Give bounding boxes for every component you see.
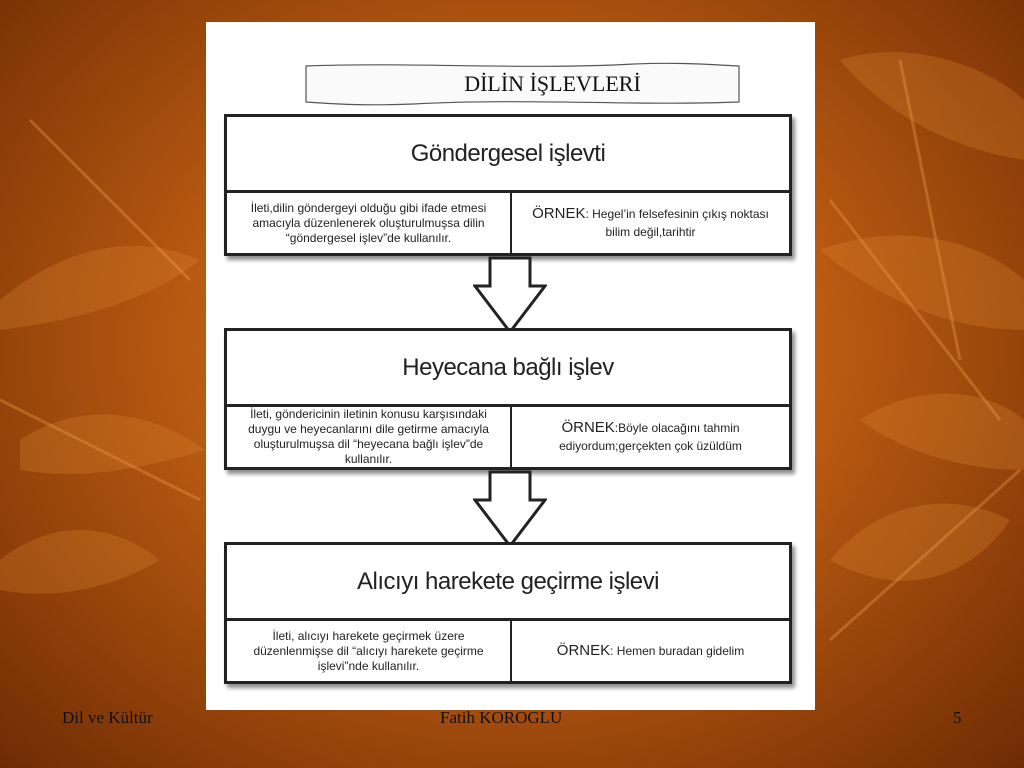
footer-page-number: 5 <box>953 708 962 727</box>
diagram-title: DİLİN İŞLEVLERİ <box>464 71 641 96</box>
title-banner <box>304 62 741 106</box>
section-description: İleti, göndericinin iletinin konusu karşısındaki duygu ve heyecanlarını dile getirme amacıyla oluşturulmuşsa dil “heyecana bağlı işlev”de kullanılır. <box>227 407 512 467</box>
section-description: İleti,dilin göndergeyi olduğu gibi ifade etmesi amacıyla düzenlenerek oluşturulmuşsa dilin “göndergesel işlev”de kullanılır. <box>227 193 512 253</box>
section-example <box>512 193 789 253</box>
section-example <box>512 621 789 681</box>
example-label: ÖRNEK <box>561 419 615 436</box>
example-label: ÖRNEK <box>556 642 611 659</box>
footer-author: Fatih KOROGLU <box>440 708 563 727</box>
section-heading: Alıcıyı harekete geçirme işlevi <box>224 542 792 618</box>
diagram-panel <box>206 22 815 710</box>
section-example <box>512 407 789 467</box>
footer-course: Dil ve Kültür <box>62 708 153 727</box>
example-text: :Böyle olacağını tahmin ediyordum;gerçekten çok üzüldüm <box>559 421 742 453</box>
section-description: İleti, alıcıyı harekete geçirmek üzere düzenlenmişse dil “alıcıyı harekete geçirme işlevi”nde kullanılır. <box>227 621 512 681</box>
down-arrow-icon <box>473 256 547 334</box>
example-label: ÖRNEK <box>532 205 586 222</box>
section-conative <box>224 542 792 684</box>
example-text: : Hegel’in felsefesinin çıkış noktası bilim değil,tarihtir <box>585 207 769 239</box>
section-body <box>224 190 792 256</box>
section-heading: Heyecana bağlı işlev <box>224 328 792 404</box>
section-heading: Göndergesel işlevti <box>224 114 792 190</box>
section-emotive <box>224 328 792 470</box>
example-text: : Hemen buradan gidelim <box>610 644 745 658</box>
section-body <box>224 618 792 684</box>
section-body <box>224 404 792 470</box>
down-arrow-icon <box>473 470 547 548</box>
section-referential <box>224 114 792 256</box>
